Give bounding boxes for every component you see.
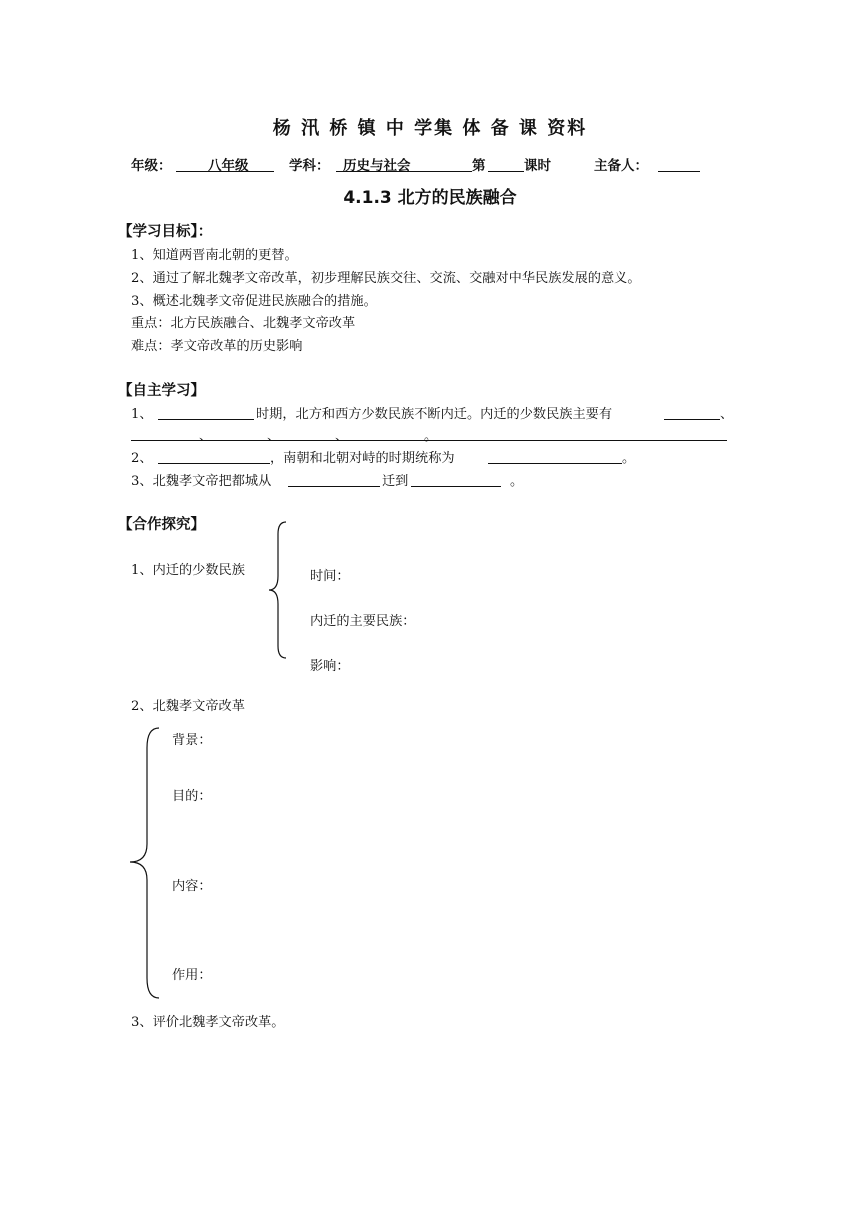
lesson-prefix: 第 [472, 158, 486, 174]
q1-prefix: 1、 [131, 407, 153, 422]
q1-separator: 、 [335, 429, 349, 444]
coop-q1-impact: 影响： [310, 659, 350, 674]
lesson-number-blank [488, 171, 524, 172]
document-title: 杨 汛 桥 镇 中 学集 体 备 课 资料 [272, 118, 588, 139]
grade-label: 年级： [131, 158, 172, 174]
objective-item: 3、概述北魏孝文帝促进民族融合的措施。 [131, 294, 377, 309]
difficulty-point: 难点：孝文帝改革的历史影响 [131, 339, 303, 354]
subject-underline [336, 171, 472, 172]
q2-end: 。 [622, 451, 636, 466]
key-point: 重点：北方民族融合、北魏孝文帝改革 [131, 316, 356, 331]
q3-blank-2 [411, 486, 501, 487]
coop-q2-effect: 作用： [172, 968, 212, 983]
coop-q2-purpose: 目的： [172, 789, 212, 804]
self-study-heading: 【自主学习】 [118, 383, 205, 399]
curly-brace-icon [128, 726, 160, 1000]
q2-blank-2 [488, 463, 622, 464]
q1-text: 时期，北方和西方少数民族不断内迁。内迁的少数民族主要有 [256, 407, 613, 422]
curly-brace-icon [266, 520, 290, 660]
q3-mid: 迁到 [382, 474, 409, 489]
coop-q2-content: 内容： [172, 879, 212, 894]
q3-end: 。 [510, 474, 524, 489]
lesson-suffix: 课时 [524, 158, 551, 174]
q2-text: ，南朝和北朝对峙的时期统称为 [270, 451, 455, 466]
q3-blank-1 [288, 486, 380, 487]
q2-prefix: 2、 [131, 451, 153, 466]
q1-period-blank [158, 419, 254, 420]
q2-blank-1 [158, 463, 270, 464]
coop-q3-label: 3、评价北魏孝文帝改革。 [131, 1015, 285, 1030]
q3-text: 3、北魏孝文帝把都城从 [131, 474, 272, 489]
q1-separator: 、 [720, 407, 734, 422]
q1-separator: 、 [267, 429, 281, 444]
coop-q1-label: 1、内迁的少数民族 [131, 563, 245, 578]
subject-value: 历史与社会 [343, 158, 411, 174]
subject-label: 学科： [289, 158, 330, 174]
grade-underline [176, 171, 274, 172]
coop-q1-main-ethnic: 内迁的主要民族： [310, 614, 416, 629]
coop-q1-time: 时间： [310, 569, 350, 584]
coop-q2-background: 背景： [172, 733, 212, 748]
preparer-blank [658, 171, 700, 172]
q1-separator: 、 [199, 429, 213, 444]
lesson-title: 4.1.3 北方的民族融合 [343, 188, 517, 208]
objectives-heading: 【学习目标】： [118, 224, 213, 240]
cooperation-heading: 【合作探究】 [118, 517, 205, 533]
q1-ethnic-blank-1 [664, 419, 720, 420]
grade-value: 八年级 [208, 158, 249, 174]
q1-end: 。 [424, 429, 438, 444]
coop-q2-label: 2、北魏孝文帝改革 [131, 699, 245, 714]
objective-item: 1、知道两晋南北朝的更替。 [131, 248, 298, 263]
objective-item: 2、通过了解北魏孝文帝改革，初步理解民族交往、交流、交融对中华民族发展的意义。 [131, 271, 641, 286]
preparer-label: 主备人： [594, 158, 648, 174]
